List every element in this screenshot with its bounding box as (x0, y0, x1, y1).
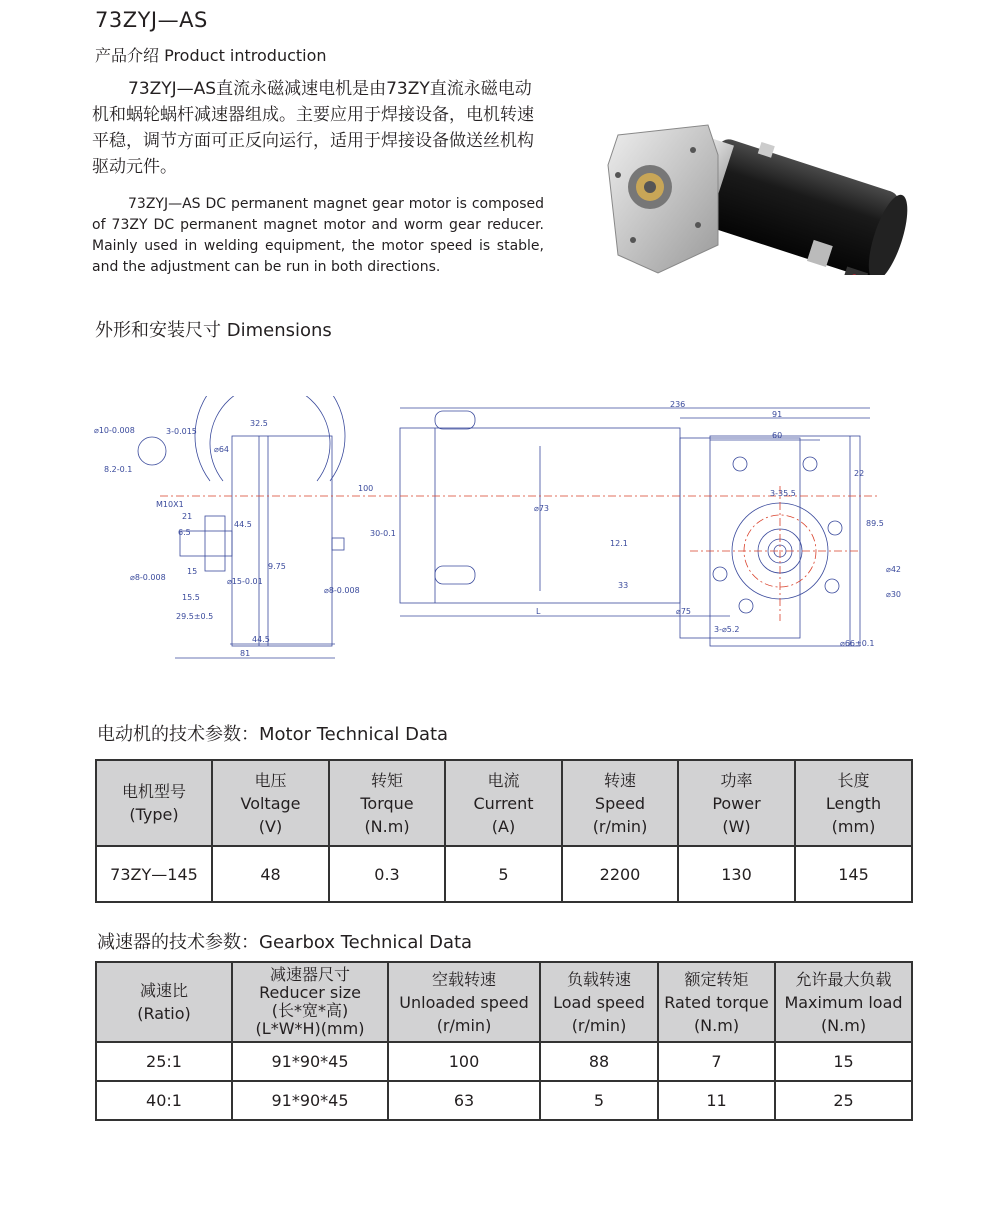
header-line: 减速比 (139, 981, 188, 1000)
header-cn: 电流 (487, 770, 520, 790)
dimension-drawing (90, 396, 910, 666)
header-line: 空载转速 (431, 969, 496, 989)
table-cell: 91*90*45 (232, 1042, 388, 1081)
column-header-load-speed (540, 962, 658, 1042)
dim-label-m10: M10X1 (156, 500, 184, 509)
header-line: (Ratio) (137, 1004, 191, 1023)
column-header-reducer-size (232, 962, 388, 1042)
header-cn: 转矩 (370, 770, 403, 790)
dim-label-h82: 8.2-0.1 (104, 465, 133, 474)
header-en: Current (473, 793, 534, 813)
dim-label-h121: 12.1 (610, 539, 628, 548)
header-line: Maximum load (784, 992, 903, 1012)
dim-label-key3: 3-0.015 (166, 427, 197, 436)
dim-label-h895: 89.5 (866, 519, 884, 528)
column-header-unloaded-speed (388, 962, 540, 1042)
column-header-power (678, 760, 795, 846)
column-header-voltage (212, 760, 329, 846)
table-header-row (96, 962, 912, 1042)
header-cn: 转速 (603, 770, 636, 790)
dim-label-l15: 15 (187, 567, 198, 576)
header-line: Reducer size (259, 983, 361, 1002)
motor-data-heading: 电动机的技术参数：Motor Technical Data (97, 724, 449, 745)
header-line: Rated torque (664, 992, 769, 1012)
dim-label-l155: 15.5 (182, 593, 200, 602)
table-cell: 48 (212, 846, 329, 902)
dim-label-h100: 100 (358, 484, 374, 493)
table-cell: 15 (775, 1042, 912, 1081)
column-header-maximum-load (775, 962, 912, 1042)
header-line: (长*宽*高) (271, 1001, 349, 1020)
header-unit: (Type) (129, 805, 179, 824)
header-cn: 电机型号 (121, 782, 186, 801)
table-cell: 5 (540, 1081, 658, 1120)
dim-label-d8b: ⌀8-0.008 (324, 586, 360, 595)
table-header-row (96, 760, 912, 846)
dim-label-l21: 21 (182, 512, 193, 521)
intro-chinese-text: 73ZYJ—AS直流永磁减速电机是由73ZY直流永磁电动机和蜗轮蜗杆减速器组成。主要应用于焊接设备，电机转速平稳，调节方面可正反向运行，适用于焊接设备做送丝机构驱动元件。 (92, 79, 534, 177)
header-line: (N.m) (820, 1015, 867, 1035)
header-unit: (V) (258, 816, 283, 836)
table-row (96, 1042, 912, 1081)
dim-label-l975: 9.75 (268, 562, 286, 571)
header-unit: (mm) (831, 816, 876, 836)
header-unit: (A) (491, 816, 516, 836)
table-cell: 130 (678, 846, 795, 902)
column-header-rated-torque (658, 962, 775, 1042)
column-header-torque (329, 760, 445, 846)
column-header-type (96, 760, 212, 846)
dim-label-l22: 22 (854, 469, 865, 478)
intro-heading: 产品介绍 Product introduction (95, 46, 327, 65)
header-en: Torque (360, 793, 414, 813)
header-cn: 长度 (837, 770, 870, 790)
dim-label-l295: 29.5±0.5 (176, 612, 214, 621)
gearbox-data-table (95, 961, 913, 1121)
dim-label-h33: 33 (618, 581, 629, 590)
dim-label-d8: ⌀8-0.008 (130, 573, 166, 582)
dim-label-d30: ⌀30 (886, 590, 901, 599)
table-cell: 88 (540, 1042, 658, 1081)
header-cn: 电压 (254, 770, 287, 790)
dim-label-h30: 30-0.1 (370, 529, 396, 538)
dim-label-d66: ⌀66±0.1 (840, 639, 875, 648)
dim-label-d73: ⌀73 (534, 504, 549, 513)
dim-label-d15: ⌀15-0.01 (227, 577, 263, 586)
header-en: Speed (594, 793, 646, 813)
header-line: Load speed (553, 992, 645, 1012)
header-line: 负载转速 (566, 969, 631, 989)
dimensions-heading: 外形和安装尺寸 Dimensions (95, 320, 332, 341)
dim-label-l65: 6.5 (178, 528, 191, 537)
header-cn: 功率 (720, 770, 753, 790)
dim-label-d10: ⌀10-0.008 (94, 426, 135, 435)
dim-label-w325: 32.5 (250, 419, 268, 428)
table-cell: 25 (775, 1081, 912, 1120)
dim-label-l236: 236 (670, 400, 686, 409)
header-line: 允许最大负载 (795, 969, 892, 989)
dim-label-l81: 81 (240, 649, 251, 658)
dim-label-d42: ⌀42 (886, 565, 901, 574)
dim-label-l445b: 44.5 (252, 635, 270, 644)
table-cell: 73ZY—145 (96, 846, 212, 902)
dim-label-l60: 60 (772, 431, 783, 440)
table-row (96, 846, 912, 902)
column-header-ratio (96, 962, 232, 1042)
table-cell: 100 (388, 1042, 540, 1081)
dim-label-d75: ⌀75 (676, 607, 691, 616)
column-header-speed (562, 760, 678, 846)
header-en: Voltage (240, 793, 301, 813)
dim-label-L: L (536, 607, 541, 616)
table-cell: 91*90*45 (232, 1081, 388, 1120)
table-cell: 7 (658, 1042, 775, 1081)
header-unit: (N.m) (364, 816, 410, 836)
header-line: Unloaded speed (399, 992, 529, 1012)
header-unit: (W) (722, 816, 751, 836)
header-en: Length (825, 793, 882, 813)
gear-motor-photo (598, 95, 918, 275)
model-title: 73ZYJ—AS (95, 8, 208, 32)
table-cell: 63 (388, 1081, 540, 1120)
table-cell: 2200 (562, 846, 678, 902)
dim-label-l445: 44.5 (234, 520, 252, 529)
table-cell: 25:1 (96, 1042, 232, 1081)
table-cell: 11 (658, 1081, 775, 1120)
column-header-length (795, 760, 912, 846)
dim-label-a3535: 3-35.5 (770, 489, 796, 498)
intro-english-text: 73ZYJ—AS DC permanent magnet gear motor is composed of 73ZY DC permanent magnet motor and worm gear reducer. Mainly used in welding equipment, the motor speed is stable, and the adjustment can be run in both directions. (92, 196, 544, 275)
header-line: (L*W*H)(mm) (255, 1019, 365, 1038)
header-line: 额定转矩 (684, 969, 749, 989)
column-header-current (445, 760, 562, 846)
table-cell: 40:1 (96, 1081, 232, 1120)
motor-data-table (95, 759, 913, 903)
header-line: (r/min) (571, 1015, 627, 1035)
header-line: (r/min) (436, 1015, 492, 1035)
header-line: (N.m) (693, 1015, 740, 1035)
header-unit: (r/min) (592, 816, 648, 836)
dim-label-l91: 91 (772, 410, 783, 419)
table-cell: 0.3 (329, 846, 445, 902)
table-cell: 145 (795, 846, 912, 902)
table-cell: 5 (445, 846, 562, 902)
header-en: Power (712, 793, 761, 813)
table-row (96, 1081, 912, 1120)
dim-label-d64: ⌀64 (214, 445, 229, 454)
dim-label-h352: 3-⌀5.2 (714, 625, 740, 634)
header-line: 减速器尺寸 (269, 965, 350, 984)
gearbox-data-heading: 减速器的技术参数：Gearbox Technical Data (97, 932, 473, 953)
